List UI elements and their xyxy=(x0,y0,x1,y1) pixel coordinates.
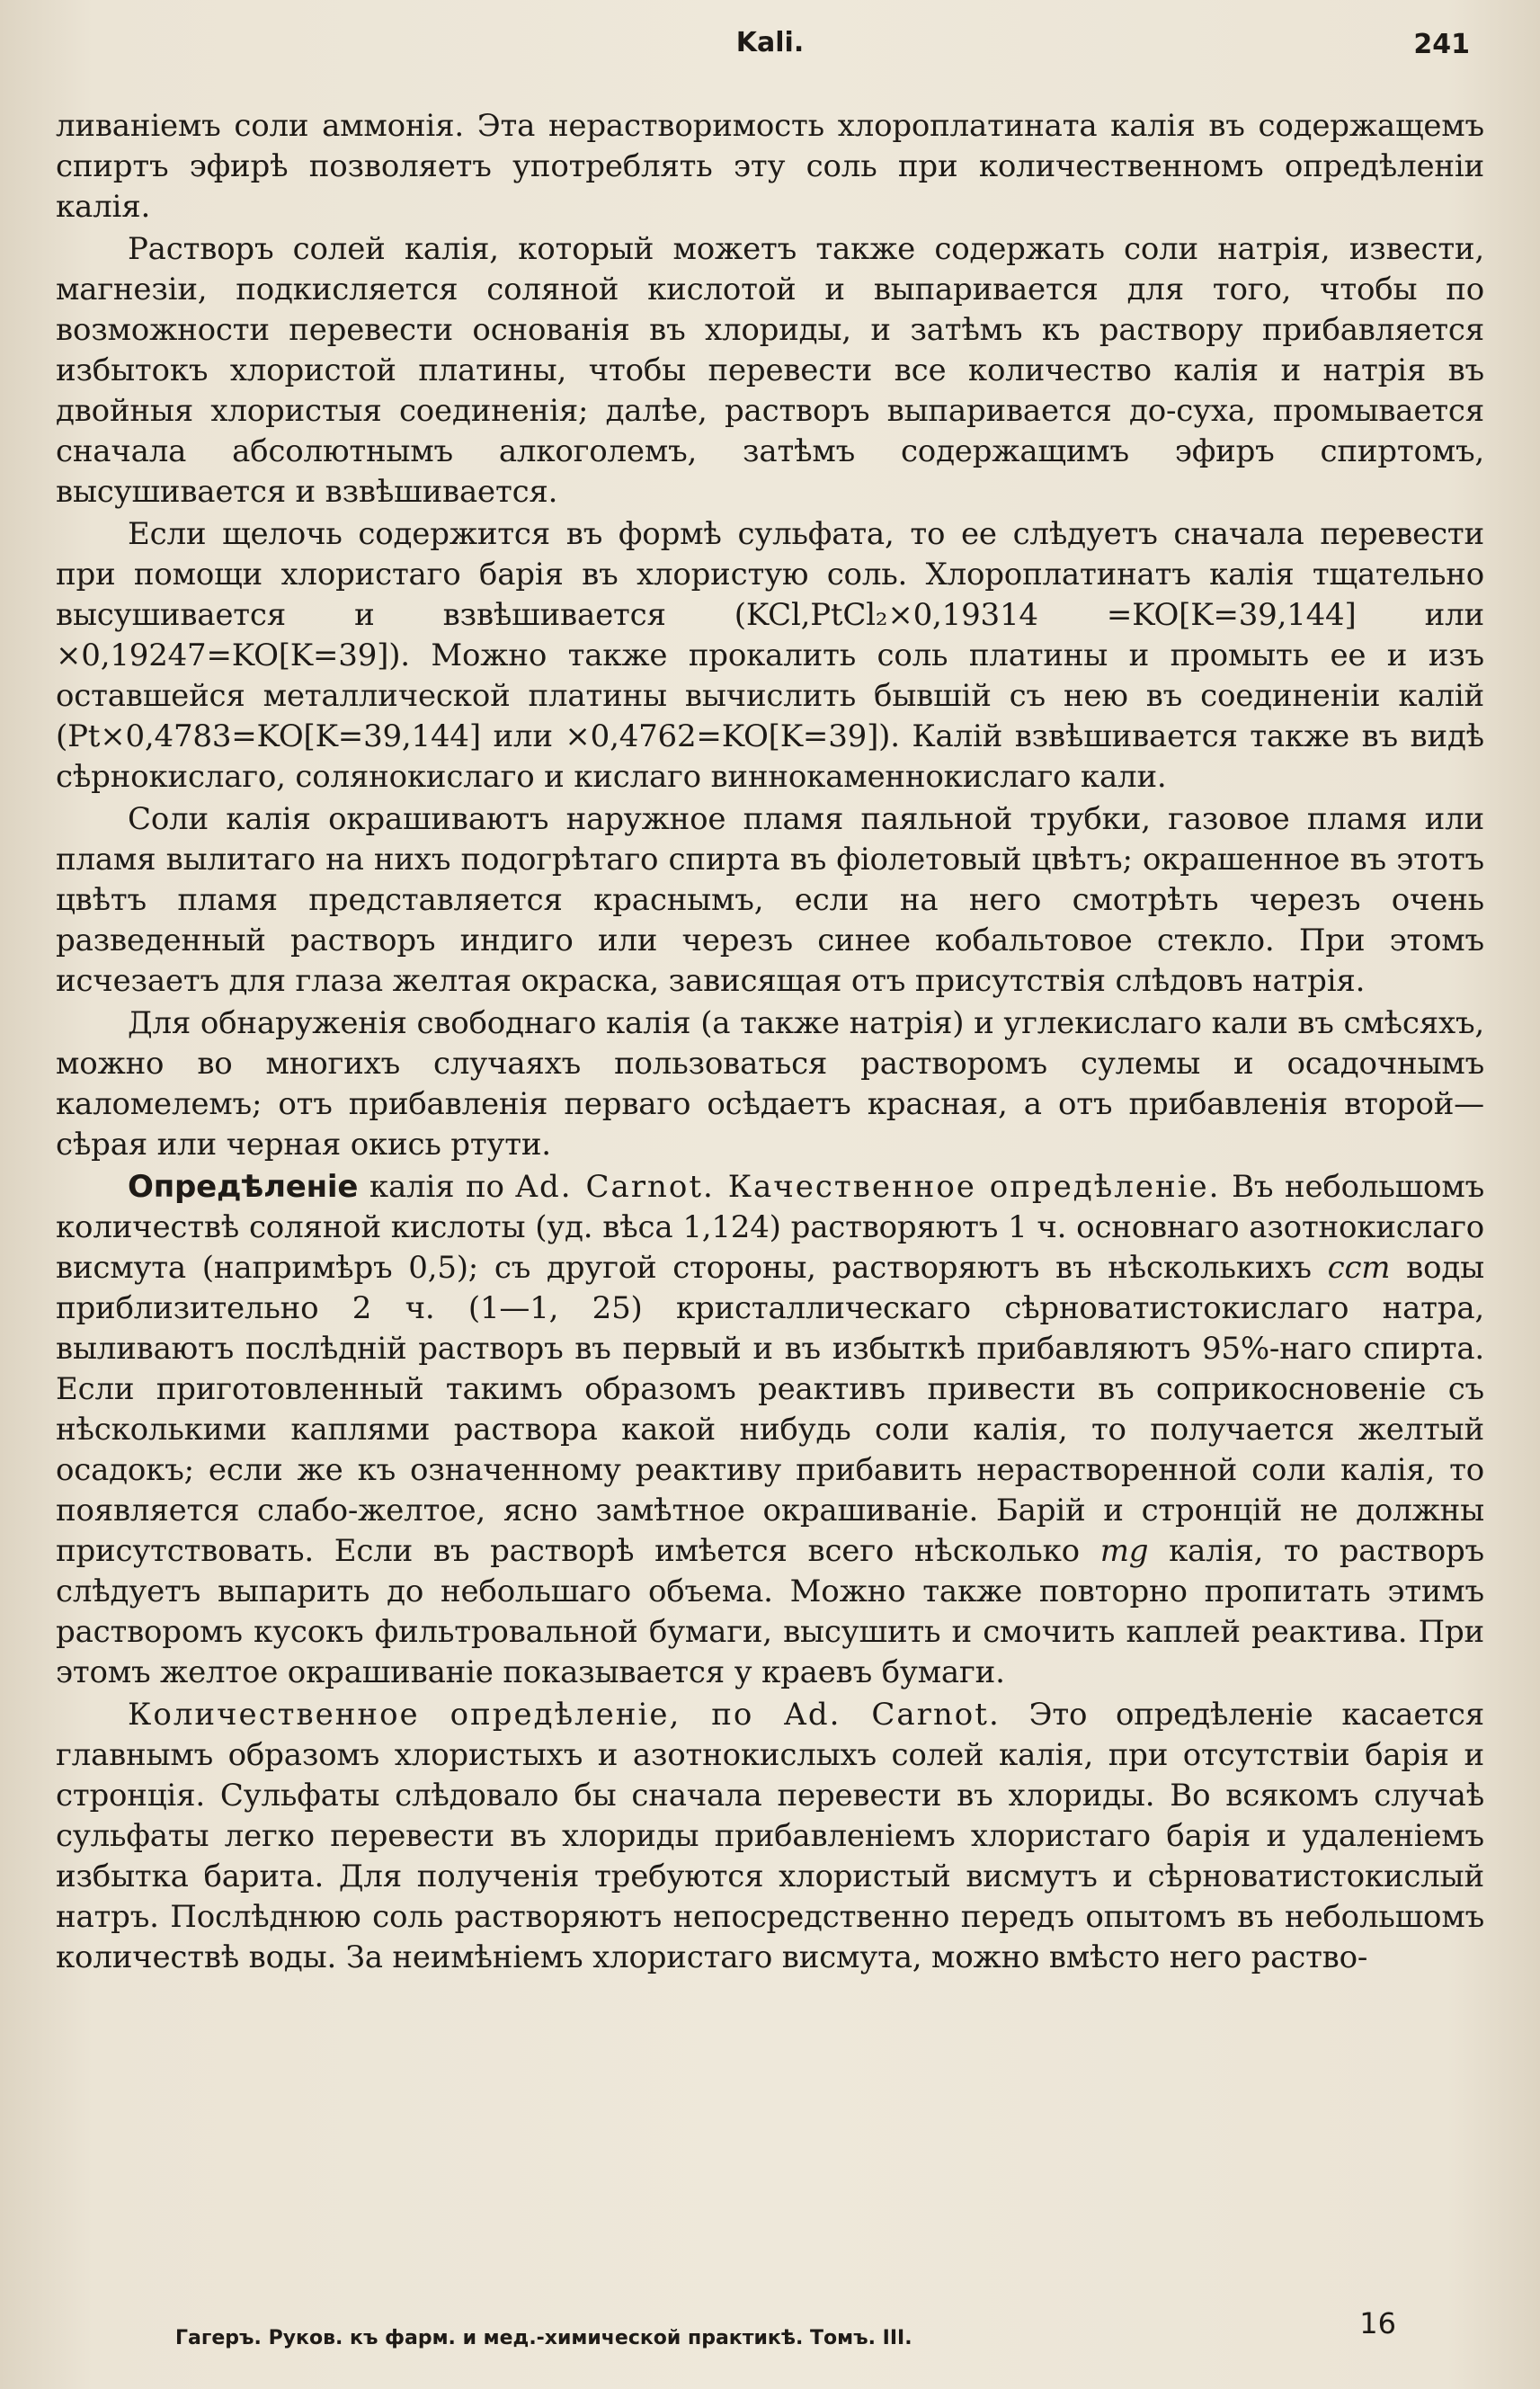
unit-mg: mg xyxy=(1099,1533,1149,1569)
unit-ccm: ccm xyxy=(1327,1250,1391,1286)
paragraph-7 xyxy=(56,1695,1484,1978)
paragraph-3: Если щелочь содержится въ формѣ сульфата, то ее слѣдуетъ сначала перевести при помощи хлористаго барія въ хлористую соль. Хлороплатинатъ калія тщательно высушивается и взвѣшивается (KCl,PtCl₂×0,19314 =KO[K=39,144] или ×0,19247=KO[K=39]). Можно также прокалить соль платины и промыть ее и изъ оставшейся металлической платины вычислить бывшій съ нею въ соединеніи калій (Pt×0,4783=KO[K=39,144] или ×0,4762=KO[K=39]). Калій взвѣшивается также въ видѣ сѣрнокислаго, солянокислаго и кислаго виннокаменнокислаго кали. xyxy=(56,516,1484,795)
paragraph-6 xyxy=(56,1167,1484,1693)
page-title: Kali. xyxy=(735,27,805,58)
footer-signature: Гагеръ. Руков. къ фарм. и мед.-химической практикѣ. Томъ. III. xyxy=(175,2327,912,2349)
paragraph-1: ливаніемъ соли аммонія. Эта нерастворимость хлороплатината калія въ содержащемъ спиртъ эфирѣ позволяетъ употреблять эту соль при количественномъ опредѣленіи калія. xyxy=(56,108,1484,225)
running-head xyxy=(63,27,1477,77)
spaced-heading: Количественное опредѣленіе, по Ad. Carnot. xyxy=(128,1697,1001,1733)
text-run: калія, то растворъ слѣдуетъ выпарить до небольшаго объема. Можно также повторно пропитать этимъ растворомъ кусокъ фильтровальной бумаги, высушить и смочить каплей реактива. При этомъ желтое окрашиваніе показывается у краевъ бумаги. xyxy=(56,1533,1484,1690)
text-run: Въ небольшомъ количествѣ соляной кислоты (уд. вѣса 1,124) растворяютъ 1 ч. основнаго азотнокислаго висмута (напримѣръ 0,5); съ другой стороны, растворяютъ въ нѣсколькихъ xyxy=(56,1169,1484,1286)
spaced-heading: Ad. Carnot. Качественное опредѣленіе. xyxy=(515,1169,1221,1205)
paragraph-4: Соли калія окрашиваютъ наружное пламя паяльной трубки, газовое пламя или пламя вылитаго на нихъ подогрѣтаго спирта въ фіолетовый цвѣтъ; окрашенное въ этотъ цвѣтъ пламя представляется краснымъ, если на него смотрѣть черезъ очень разведенный растворъ индиго или черезъ синее кобальтовое стекло. При этомъ исчезаетъ для глаза желтая окраска, зависящая отъ присутствія слѣдовъ натрія. xyxy=(56,801,1484,999)
page-footer xyxy=(175,2304,1432,2349)
section-lead: Опредѣленіе xyxy=(128,1169,359,1205)
text-run: Это опредѣленіе касается главнымъ образомъ хлористыхъ и азотнокислыхъ солей калія, при отсутствіи барія и стронція. Сульфаты слѣдовало бы сначала перевести въ хлориды. Во всякомъ случаѣ сульфаты легко перевести въ хлориды прибавленіемъ хлористаго барія и удаленіемъ избытка барита. Для полученія требуются хлористый висмутъ и сѣрноватистокислый натръ. Послѣднюю соль растворяютъ непосредственно передъ опытомъ въ небольшомъ количествѣ воды. За неимѣніемъ хлористаго висмута, можно вмѣсто него раство- xyxy=(56,1697,1485,1975)
text-run: воды приблизительно 2 ч. (1—1, 25) кристаллическаго сѣрноватистокислаго натра, выливаютъ послѣдній растворъ въ первый и въ избыткѣ прибавляютъ 95%-наго спирта. Если приготовленный такимъ образомъ реактивъ привести въ соприкосновеніе съ нѣсколькими каплями раствора какой нибудь соли калія, то получается желтый осадокъ; если же къ означенному реактиву прибавить нерастворенной соли калія, то появляется слабо-желтое, ясно замѣтное окрашиваніе. Барій и стронцій не должны присутствовать. Если въ растворѣ имѣется всего нѣсколько xyxy=(56,1250,1484,1569)
text-run: калія по xyxy=(358,1169,516,1205)
sheet-number: 16 xyxy=(1359,2306,1396,2340)
body-text xyxy=(56,106,1484,1978)
page-number: 241 xyxy=(1413,29,1470,60)
paragraph-5: Для обнаруженія свободнаго калія (а также натрія) и углекислаго кали въ смѣсяхъ, можно во многихъ случаяхъ пользоваться растворомъ сулемы и осадочнымъ каломелемъ; отъ прибавленія перваго осѣдаетъ красная, а отъ прибавленія второй—сѣрая или черная окись ртути. xyxy=(56,1005,1484,1163)
paragraph-2: Растворъ солей калія, который можетъ также содержать соли натрія, извести, магнезіи, подкисляется соляной кислотой и выпаривается для того, чтобы по возможности перевести основанія въ хлориды, и затѣмъ къ раствору прибавляется избытокъ хлористой платины, чтобы перевести все количество калія и натрія въ двойныя хлористыя соединенія; далѣе, растворъ выпаривается до-суха, промывается сначала абсолютнымъ алкоголемъ, затѣмъ содержащимъ эфиръ спиртомъ, высушивается и взвѣшивается. xyxy=(56,231,1484,510)
